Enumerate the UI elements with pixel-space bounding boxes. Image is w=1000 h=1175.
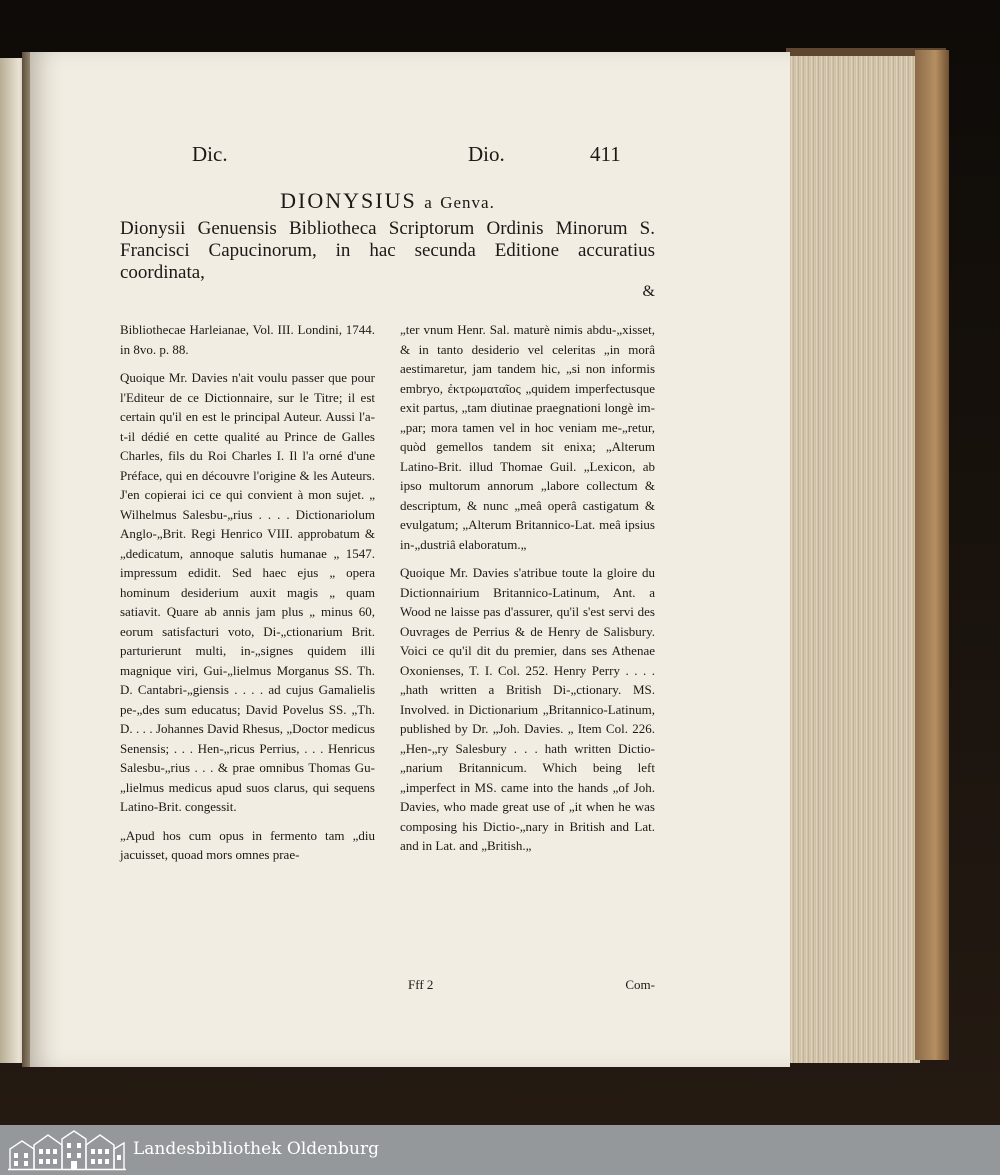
entry-title (120, 188, 655, 214)
library-name: Landesbibliothek Oldenburg (133, 1139, 380, 1159)
signature-mark: Fff 2 (408, 977, 434, 992)
header-left: Dic. (192, 142, 228, 166)
left-page-edge (0, 58, 24, 1063)
right-page (30, 52, 790, 1067)
paragraph: Quoique Mr. Davies s'atribue toute la gloire du Dictionnairium Britannico-Latinum, Ant. a Wood ne laisse pas d'assurer, qu'il s'est servi des Ouvrages de Perrius & de Henry de Salisbury. Voici ce qu'il dit du premier, dans ses Athenae Oxonienses, T. I. Col. 252. Henry Perry . . . . „hath written a British Di-„ctionary. MS. Involved. in Dictionarium „Britannico-Latinum, published by Dr. „Joh. Davies. „ Item Col. 226. „Hen-„ry Salesbury . . . hath written Dictio-„narium Britannicum. Which being left „imperfect in MS. came into the hands „of Joh. Davies, who made great use of „it when he was composing his Dictio-„nary in British and Lat. and in Lat. and „British.„ (400, 565, 655, 853)
header-middle: Dio. (468, 142, 505, 166)
paragraph: „ter vnum Henr. Sal. maturè nimis abdu-„xisset, & in tanto desiderio vel celeritas „in morâ aestimaretur, jam tandem hic, „si non informis embryo, ἐκτρωματαῖος „quidem imperfectusque exit partus, „tam diutinae praegnationi longè im-„par; mora tamen vel in hoc veniam me-„retur, quòd gemellos tandem sit enixa; „Alterum Latino-Brit. illud Thomae Guil. „Lexicon, ab ipso multorum annorum „labore collectum & descriptum, & nunc „meâ operâ castigatum & evulgatum; „Alterum Britannico-Lat. meâ ipsius in-„dustriâ elaboratum.„ (400, 322, 655, 552)
entry-subtitle: Dionysii Genuensis Bibliotheca Scriptorum Ordinis Minorum S. Francisci Capucinorum, in hac secunda Editione accuratius coordinata, (120, 218, 655, 283)
paragraph: Bibliothecae Harleianae, Vol. III. Londini, 1744. in 8vo. p. 88. (120, 322, 375, 357)
page-text (120, 142, 655, 992)
book-cover (915, 50, 949, 1060)
page-number: 411 (590, 142, 621, 166)
page-edges (790, 56, 920, 1063)
page-footer (120, 977, 655, 997)
library-building-icon (8, 1129, 126, 1171)
catchword: Com- (625, 977, 655, 992)
right-column (400, 320, 655, 865)
paragraph: Quoique Mr. Davies n'ait voulu passer que pour l'Editeur de ce Dictionnaire, sur le Titre; il est certain qu'il en est le principal Auteur. Aussi l'a-t-il dédié en cette qualité au Prince de Galles Charles, fils du Roi Charles I. Il l'a orné d'une Préface, qui en découvre l'origine & les Auteurs. J'en copierai ici ce qui convient à mon sujet. „ Wilhelmus Salesbu-„rius . . . . Dictionariolum Anglo-„Brit. Regi Henrico VIII. approbatum & „dedicatum, annoque salutis humanae „ 1547. impressum edidit. Sed haec ejus „ opera hominum desiderium auxit magis „ quam satiavit. Quare ab annis jam plus „ minus 60, eorum satisfacturi voto, Di-„ctionarium Brit. parturierunt multi, in-„signes quidem illi magnique viri, Gui-„lielmus Morganus SS. Th. D. Cantabri-„giensis . . . . ad cujus Gamalielis pe-„des sum educatus; David Povelus SS. „Th. D. . . . Johannes David Rhesus, „Doctor medicus Senensis; . . . Hen-„ricus Perrius, . . . Henricus Salesbu-„rius . . . & prae omnibus Thomas Gu-„lielmus medicus apud suos clarus, qui sequens Latino-Brit. congessit. (120, 370, 375, 814)
title-a: a (424, 193, 433, 212)
text-columns (120, 320, 655, 880)
left-column (120, 320, 375, 874)
running-header (120, 142, 655, 182)
paragraph: „Apud hos cum opus in fermento tam „diu jacuisset, quoad mors omnes prae- (120, 827, 375, 862)
title-rest: Genva. (440, 193, 495, 212)
library-logo-bar (0, 1125, 1000, 1175)
subtitle-ampersand: & (642, 283, 655, 300)
title-main: DIONYSIUS (280, 188, 417, 213)
